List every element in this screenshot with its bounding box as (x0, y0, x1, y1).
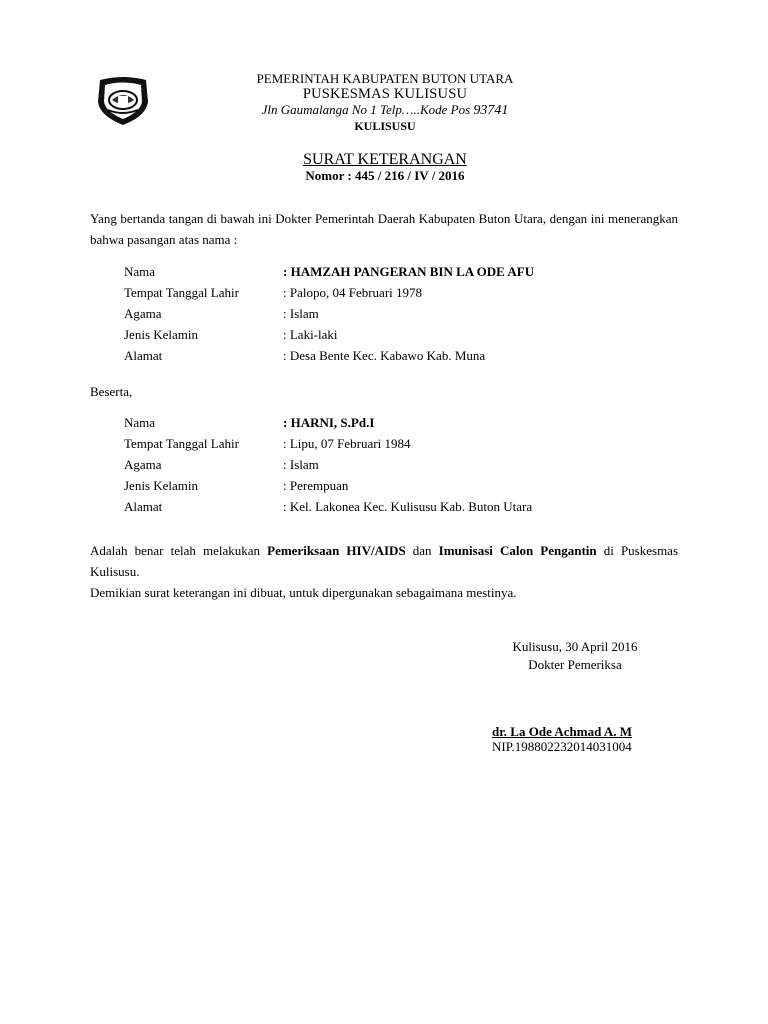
field-label: Tempat Tanggal Lahir (124, 285, 239, 300)
statement-text: dan (405, 543, 439, 558)
person1-row (124, 261, 684, 282)
field-label: Agama (124, 457, 162, 472)
field-value: : Islam (283, 457, 319, 472)
field-value: : Islam (283, 306, 319, 321)
intro-paragraph: Yang bertanda tangan di bawah ini Dokter Pemerintah Daerah Kabupaten Buton Utara, dengan ini menerangkan bahwa pasangan atas nama : (90, 211, 678, 247)
field-value: : Perempuan (283, 478, 349, 493)
person1-row (124, 324, 684, 345)
doctor-nip: NIP.198802232014031004 (492, 739, 632, 754)
field-label: Jenis Kelamin (124, 327, 199, 342)
letterhead-government: PEMERINTAH KABUPATEN BUTON UTARA (256, 71, 514, 86)
field-value: : Desa Bente Kec. Kabawo Kab. Muna (283, 348, 486, 363)
address-text: Jln Gaumalanga No 1 Telp…..Kode Pos (261, 102, 471, 117)
person2-row (124, 412, 684, 433)
field-value: : Kel. Lakonea Kec. Kulisusu Kab. Buton Utara (283, 499, 533, 514)
field-value: : HAMZAH PANGERAN BIN LA ODE AFU (283, 264, 535, 279)
field-value: : HARNI, S.Pd.I (283, 415, 375, 430)
regency-crest-icon (94, 76, 152, 126)
statement-hiv: Pemeriksaan HIV/AIDS (267, 543, 406, 558)
signature-role: Dokter Pemeriksa (528, 657, 622, 672)
field-value: : Lipu, 07 Februari 1984 (283, 436, 411, 451)
field-label: Alamat (124, 348, 163, 363)
person2-row (124, 433, 684, 454)
letterhead-address (200, 102, 570, 119)
field-value: : Laki-laki (283, 327, 338, 342)
person1-row (124, 282, 684, 303)
document-title (200, 151, 570, 169)
field-label: Tempat Tanggal Lahir (124, 436, 239, 451)
person2-row (124, 475, 684, 496)
doctor-name: dr. La Ode Achmad A. M (492, 724, 633, 739)
field-label: Nama (124, 415, 156, 430)
field-label: Nama (124, 264, 156, 279)
person1-row (124, 303, 684, 324)
field-label: Agama (124, 306, 162, 321)
letterhead-city: KULISUSU (354, 119, 416, 133)
statement-text: di Puskesmas Kulisusu. (90, 543, 679, 579)
letterhead-institution: PUSKESMAS KULISUSU (302, 86, 468, 102)
beserta-text: Beserta, (90, 384, 133, 399)
person1-row (124, 345, 684, 366)
person2-row (124, 496, 684, 517)
field-label: Jenis Kelamin (124, 478, 199, 493)
postcode: 93741 (473, 103, 509, 118)
closing-paragraph: Demikian surat keterangan ini dibuat, untuk dipergunakan sebagaimana mestinya. (90, 585, 517, 600)
statement-text: Adalah benar telah melakukan (90, 543, 268, 558)
document-number: Nomor : 445 / 216 / IV / 2016 (305, 168, 465, 183)
signature-place-date: Kulisusu, 30 April 2016 (512, 639, 638, 654)
field-value: : Palopo, 04 Februari 1978 (283, 285, 423, 300)
person2-row (124, 454, 684, 475)
statement-paragraph (90, 540, 678, 582)
field-label: Alamat (124, 499, 163, 514)
document-title-text: SURAT KETERANGAN (303, 151, 467, 168)
statement-immunization: Imunisasi Calon Pengantin (438, 543, 597, 558)
